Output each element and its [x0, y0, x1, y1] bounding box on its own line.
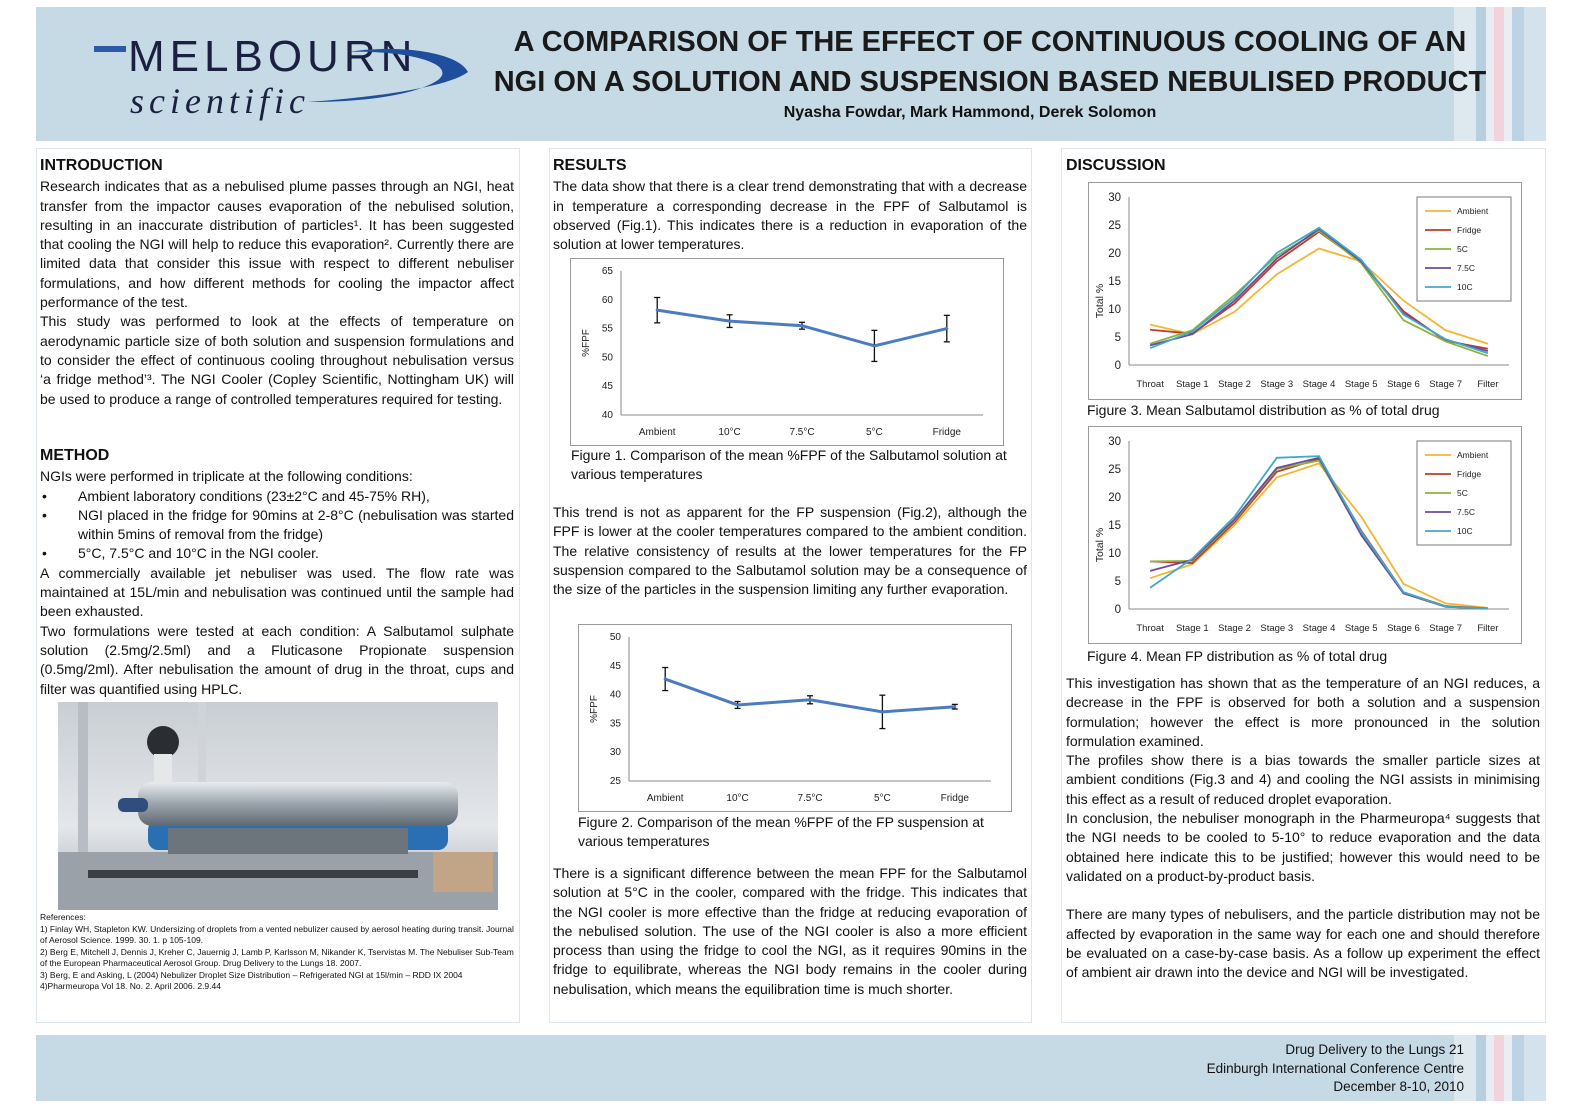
- y-tick-label: 40: [609, 689, 621, 701]
- figure-2-frame: [578, 624, 1012, 812]
- results-paragraph-2: This trend is not as apparent for the FP suspension (Fig.2), although the FPF is lower at the cooler temperatures compared to the ambient condition. The relative consistency of results at the lower temperatures for the FP suspension compared to the Salbutamol solution may be a consequence of the size of the particles in the suspension limiting any further evaporation.: [553, 504, 1027, 598]
- method-paragraph-2: A commercially available jet nebuliser was used. The flow rate was maintained at 15L/min and nebulisation was continued until the sample had been exhausted.: [40, 564, 514, 620]
- x-tick-label: Filter: [1477, 623, 1499, 634]
- legend-label: 10C: [1457, 526, 1473, 536]
- y-axis-title: %FPF: [589, 695, 600, 723]
- method-section: [40, 446, 514, 699]
- x-tick-label: Fridge: [932, 427, 961, 438]
- x-tick-label: Stage 5: [1344, 379, 1378, 390]
- method-heading: METHOD: [40, 447, 110, 464]
- figure-3-chart: [1089, 183, 1521, 399]
- legend-label: 5C: [1457, 244, 1468, 254]
- y-tick-label: 30: [1108, 192, 1121, 204]
- x-tick-label: Stage 6: [1387, 379, 1420, 390]
- logo-dash: [94, 46, 126, 52]
- x-tick-label: Stage 1: [1175, 379, 1209, 390]
- data-point: [736, 703, 739, 706]
- x-tick-label: 5°C: [874, 793, 891, 804]
- x-tick-label: Ambient: [638, 427, 676, 438]
- footer-stripes: [1454, 1035, 1546, 1101]
- x-tick-label: Ambient: [646, 793, 684, 804]
- conference-name: Drug Delivery to the Lungs 21: [1285, 1042, 1464, 1057]
- ngi-apparatus-photo: [58, 702, 498, 910]
- legend-label: 7.5C: [1457, 507, 1475, 517]
- x-tick-label: Stage 1: [1175, 623, 1209, 634]
- x-tick-label: 10°C: [718, 427, 741, 438]
- y-axis-title: Total %: [1094, 283, 1106, 319]
- y-tick-label: 45: [601, 381, 613, 393]
- x-tick-label: 7.5°C: [789, 427, 815, 438]
- results-heading: RESULTS: [553, 157, 627, 174]
- figure-3-frame: [1088, 182, 1522, 400]
- title-line-1: A COMPARISON OF THE EFFECT OF CONTINUOUS COOLING OF AN: [513, 26, 1467, 58]
- figure-4-frame: [1088, 426, 1522, 644]
- x-tick-label: Stage 6: [1387, 623, 1420, 634]
- results-section: [553, 156, 1027, 254]
- y-tick-label: 30: [609, 747, 621, 759]
- y-tick-label: 55: [601, 323, 613, 335]
- reference-item: 3) Berg, E and Asking, L (2004) Nebulizer Droplet Size Distribution – Refrigerated NGI at 15l/min – RDD IX 2004: [40, 969, 463, 980]
- results-paragraph-3: There is a significant difference between the mean FPF for the Salbutamol solution at 5°C in the cooler, compared with the fridge. This indicates that the NGI cooler is more effective than the fridge at reducing evaporation of the nebulised solution. The use of the NGI cooler is also a more efficient process than using the fridge to cool the NGI, as it requires 90mins in the fridge to equilibrate, whereas the NGI body remains in the cooler during nebulisation, which means the equilibration time is much shorter.: [553, 865, 1027, 997]
- data-point: [945, 327, 948, 330]
- y-tick-label: 0: [1114, 360, 1121, 372]
- introduction-section: [40, 156, 514, 409]
- discussion-paragraph-1: This investigation has shown that as the temperature of an NGI reduces, a decrease in the FPF is observed for both a solution and a suspension formulation; however the effect is more pronounced in the solution formulation examined.: [1066, 675, 1540, 749]
- discussion-heading-wrap: [1066, 156, 1540, 177]
- figure-4-caption: Figure 4. Mean FP distribution as % of total drug: [1087, 648, 1388, 664]
- y-tick-label: 15: [1108, 276, 1121, 288]
- reference-item: 4)Pharmeuropa Vol 18. No. 2. April 2006. 2.9.44: [40, 981, 221, 991]
- x-tick-label: Stage 4: [1302, 623, 1336, 634]
- x-tick-label: 7.5°C: [797, 793, 823, 804]
- legend-label: Fridge: [1457, 225, 1482, 235]
- figure-3-caption: Figure 3. Mean Salbutamol distribution as % of total drug: [1087, 402, 1440, 418]
- y-tick-label: 45: [609, 660, 621, 672]
- introduction-paragraph-1: Research indicates that as a nebulised plume passes through an NGI, heat transfer from the impactor causes evaporation of the nebulised solution, resulting in an inaccurate distribution of particles¹. It has been suggested that cooling the NGI will help to reduce this evaporation². Currently there are limited data that consider this issue with respect to different nebuliser formulations, and how different methods for cooling the impactor affect performance of the test.: [40, 178, 514, 311]
- y-axis-title: Total %: [1094, 527, 1106, 563]
- discussion-text: [1066, 674, 1540, 982]
- reference-item: 1) Finlay WH, Stapleton KW. Undersizing of droplets from a vented nebulizer caused by aerosol heating during transit. Journal of Aerosol Science. 1999. 30. 1. p 105-109.: [40, 923, 514, 945]
- data-point: [881, 710, 884, 713]
- figure-1-frame: [570, 258, 1004, 446]
- introduction-heading: INTRODUCTION: [40, 157, 163, 174]
- y-axis-title: %FPF: [581, 329, 592, 357]
- references-heading: References:: [40, 912, 86, 922]
- x-tick-label: 10°C: [726, 793, 749, 804]
- y-tick-label: 15: [1108, 520, 1121, 532]
- method-intro: NGIs were performed in triplicate at the following conditions:: [40, 468, 413, 485]
- data-point: [873, 344, 876, 347]
- x-tick-label: 5°C: [866, 427, 883, 438]
- data-point: [953, 705, 956, 708]
- y-tick-label: 40: [601, 410, 613, 421]
- discussion-paragraph-3: In conclusion, the nebuliser monograph in the Pharmeuropa⁴ suggests that the NGI needs to be cooled to 5-10° to reduce evaporation and the data obtained here indicate this to be justified; however this would need to be validated on a product-by-product basis.: [1066, 810, 1540, 884]
- discussion-heading: DISCUSSION: [1066, 157, 1166, 174]
- data-point: [728, 320, 731, 323]
- y-tick-label: 60: [601, 294, 613, 306]
- y-tick-label: 10: [1108, 304, 1121, 316]
- introduction-paragraph-2: This study was performed to look at the effects of temperature on aerodynamic particle size of both solution and suspension formulations and to consider the effect of continuous cooling throughout nebulisation versus ‘a fridge method’³. The NGI Cooler (Copley Scientific, Nottingham UK) will be used to produce a range of controlled temperatures required for testing.: [40, 313, 514, 407]
- figure-2-caption: Figure 2. Comparison of the mean %FPF of the FP suspension at various temperatures: [578, 814, 984, 849]
- figure-1-chart: [571, 259, 1003, 445]
- x-tick-label: Throat: [1136, 623, 1164, 634]
- data-point: [664, 678, 667, 681]
- logo-word-melbourn: MELBOURN: [128, 32, 418, 81]
- conference-venue: Edinburgh International Conference Centre: [1206, 1060, 1464, 1076]
- legend-label: Fridge: [1457, 469, 1482, 479]
- legend-label: Ambient: [1457, 206, 1489, 216]
- method-conditions-list: [40, 487, 514, 564]
- x-tick-label: Stage 7: [1429, 623, 1463, 634]
- y-tick-label: 25: [609, 776, 621, 787]
- y-tick-label: 65: [601, 266, 613, 277]
- poster-title: [490, 22, 1490, 102]
- y-tick-label: 20: [1108, 248, 1121, 260]
- legend-label: 10C: [1457, 282, 1473, 292]
- figure-4-chart: [1089, 427, 1521, 643]
- title-line-2: NGI ON A SOLUTION AND SUSPENSION BASED NEBULISED PRODUCT: [493, 66, 1487, 98]
- x-tick-label: Stage 7: [1429, 379, 1463, 390]
- x-tick-label: Stage 3: [1260, 623, 1294, 634]
- results-paragraph-1: The data show that there is a clear trend demonstrating that with a decrease in temperature a corresponding decrease in the FPF of Salbutamol is observed (Fig.1). This indicates there is a reduction in evaporation of the solution at lower temperatures.: [553, 178, 1027, 253]
- x-tick-label: Stage 4: [1302, 379, 1336, 390]
- y-tick-label: 25: [1108, 464, 1121, 476]
- x-tick-label: Throat: [1136, 379, 1164, 390]
- figure-2-chart: [579, 625, 1011, 811]
- melbourn-logo: [58, 22, 488, 122]
- method-bullet: • Ambient laboratory conditions (23±2°C and 45-75% RH),: [40, 487, 514, 506]
- logo-swoosh-icon: [308, 42, 478, 122]
- x-tick-label: Fridge: [940, 793, 969, 804]
- y-tick-label: 10: [1108, 548, 1121, 560]
- data-point: [801, 324, 804, 327]
- data-point: [656, 309, 659, 312]
- x-tick-label: Stage 5: [1344, 623, 1378, 634]
- x-tick-label: Stage 2: [1218, 379, 1251, 390]
- x-tick-label: Stage 2: [1218, 623, 1251, 634]
- authors: Nyasha Fowdar, Mark Hammond, Derek Solomon: [783, 104, 1157, 121]
- method-bullet: • NGI placed in the fridge for 90mins at 2-8°C (nebulisation was started within 5mins of removal from the fridge): [40, 506, 514, 545]
- y-tick-label: 25: [1108, 220, 1121, 232]
- logo-word-scientific: scientific: [130, 81, 310, 121]
- y-tick-label: 5: [1114, 332, 1121, 344]
- conference-dates: December 8-10, 2010: [1333, 1079, 1464, 1094]
- references: [40, 912, 516, 993]
- y-tick-label: 30: [1108, 436, 1121, 448]
- y-tick-label: 20: [1108, 492, 1121, 504]
- method-bullet: • 5°C, 7.5°C and 10°C in the NGI cooler.: [40, 544, 514, 563]
- legend-label: Ambient: [1457, 450, 1489, 460]
- y-tick-label: 50: [601, 352, 613, 364]
- y-tick-label: 0: [1114, 604, 1121, 616]
- discussion-paragraph-4: There are many types of nebulisers, and the particle distribution may not be affected by evaporation in the same way for each one and should therefore be evaluated on a case-by-case basis. As a follow up experiment the effect of ambient air drawn into the device and NGI will be investigated.: [1066, 906, 1540, 981]
- figure-1-caption: Figure 1. Comparison of the mean %FPF of the Salbutamol solution at various temperatures: [571, 447, 1007, 482]
- conference-info: [1207, 1041, 1464, 1097]
- y-tick-label: 50: [609, 632, 621, 643]
- x-tick-label: Filter: [1477, 379, 1499, 390]
- method-paragraph-3: Two formulations were tested at each condition: A Salbutamol sulphate solution (2.5mg/2.5ml) and a Fluticasone Propionate suspension (0.5mg/2ml). After nebulisation the amount of drug in the throat, cups and filter was quantified using HPLC.: [40, 622, 514, 697]
- discussion-paragraph-2: The profiles show there is a bias towards the smaller particle sizes at ambient conditions (Fig.3 and 4) and cooling the NGI assists in minimising this effect as a result of reduced droplet evaporation.: [1066, 752, 1540, 807]
- reference-item: 2) Berg E, Mitchell J, Dennis J, Kreher C, Jauernig J, Lamb P, Karlsson M, Nikander K, Tservistas M. The Nebuliser Sub-Team of the European Pharmaceutical Aerosol Group. Drug Delivery to the Lungs 18. 2007.: [40, 946, 514, 968]
- y-tick-label: 35: [609, 718, 621, 730]
- legend-label: 7.5C: [1457, 263, 1475, 273]
- x-tick-label: Stage 3: [1260, 379, 1294, 390]
- data-point: [809, 698, 812, 701]
- legend-label: 5C: [1457, 488, 1468, 498]
- y-tick-label: 5: [1114, 576, 1121, 588]
